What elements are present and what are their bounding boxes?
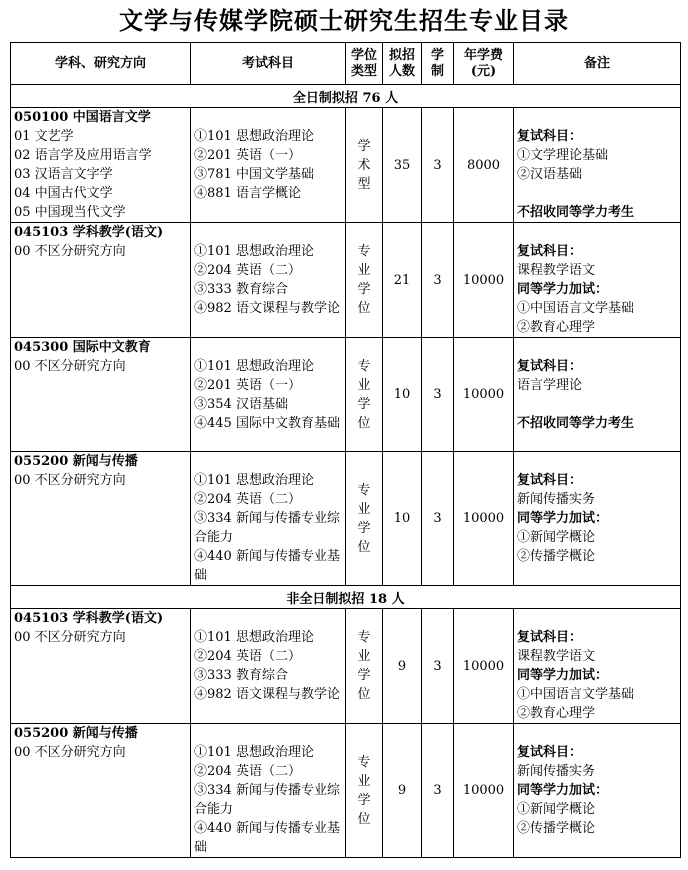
major-code: 045103 学科教学(语文) — [14, 225, 164, 240]
extra-exam-label: 同等学力加试： — [517, 783, 609, 798]
exam-cell — [191, 452, 346, 586]
section-row — [11, 586, 681, 609]
exam-subject: ③333 教育综合 — [194, 668, 288, 683]
retest-label: 复试科目： — [517, 359, 583, 374]
years-value: 3 — [422, 108, 454, 223]
table-row — [11, 724, 681, 858]
retest-subject: ②汉语基础 — [517, 167, 583, 182]
exam-subject: ①101 思想政治理论 — [194, 129, 314, 144]
degree-char: 专 — [357, 630, 371, 645]
table-row — [11, 452, 681, 586]
fee-value: 10000 — [454, 223, 514, 338]
degree-type — [346, 452, 383, 586]
major-code: 055200 新闻与传播 — [14, 726, 138, 741]
retest-label: 复试科目： — [517, 244, 583, 259]
exam-subject: ②204 英语（二） — [194, 492, 301, 507]
exam-cell — [191, 223, 346, 338]
extra-exam-subject: ①新闻学概论 — [517, 802, 596, 817]
catalog-table — [10, 42, 681, 858]
degree-char: 业 — [357, 377, 371, 393]
page-title: 文学与传媒学院硕士研究生招生专业目录 — [119, 6, 569, 35]
table-row — [11, 108, 681, 223]
major-cell — [11, 338, 191, 452]
extra-exam-label: 同等学力加试： — [517, 668, 609, 683]
exam-subject: ③333 教育综合 — [194, 282, 288, 297]
degree-type — [346, 223, 383, 338]
retest-subject: 课程教学语文 — [517, 649, 596, 664]
table-row — [11, 609, 681, 724]
degree-char: 位 — [357, 539, 371, 555]
fee-value: 8000 — [454, 108, 514, 223]
research-direction: 01 文艺学 — [14, 129, 74, 144]
exam-subject: ③334 新闻与传播专业综合能力 — [194, 783, 340, 817]
header-degree: 学位 类型 — [346, 43, 383, 85]
degree-char: 专 — [357, 754, 371, 770]
quota-value: 9 — [383, 724, 422, 858]
degree-char: 型 — [357, 176, 371, 192]
exam-subject: ②204 英语（二） — [194, 649, 301, 664]
exam-cell — [191, 724, 346, 858]
degree-char: 学 — [357, 520, 371, 536]
exam-subject: ④440 新闻与传播专业基础 — [194, 549, 340, 583]
exam-subject: ①101 思想政治理论 — [194, 630, 314, 645]
degree-char: 专 — [357, 482, 371, 498]
degree-char: 业 — [357, 501, 371, 517]
extra-exam-subject: ②传播学概论 — [517, 549, 596, 564]
quota-value: 9 — [383, 609, 422, 724]
header-fee: 年学费 (元) — [454, 43, 514, 85]
extra-exam-subject: ②传播学概论 — [517, 821, 596, 836]
retest-subject: 语言学理论 — [517, 378, 583, 393]
exam-subject: ④982 语文课程与教学论 — [194, 301, 340, 316]
research-direction: 02 语言学及应用语言学 — [14, 148, 152, 163]
exam-subject: ④982 语文课程与教学论 — [194, 687, 340, 702]
research-direction: 05 中国现当代文学 — [14, 205, 126, 220]
section-row — [11, 85, 681, 108]
years-value: 3 — [422, 338, 454, 452]
extra-exam-label: 同等学力加试： — [517, 282, 609, 297]
degree-char: 业 — [357, 649, 371, 664]
extra-exam-subject: ①中国语言文学基础 — [517, 301, 635, 316]
extra-exam-subject: ①新闻学概论 — [517, 530, 596, 545]
major-code: 055200 新闻与传播 — [14, 454, 138, 469]
exam-subject: ③334 新闻与传播专业综合能力 — [194, 511, 340, 545]
exam-subject: ②201 英语（一） — [194, 148, 301, 163]
exam-subject: ①101 思想政治理论 — [194, 244, 314, 259]
degree-char: 位 — [357, 301, 371, 316]
extra-exam-label: 同等学力加试： — [517, 511, 609, 526]
major-cell — [11, 452, 191, 586]
exam-subject: ③781 中国文学基础 — [194, 167, 314, 182]
years-value: 3 — [422, 609, 454, 724]
header-quota: 拟招 人数 — [383, 43, 422, 85]
spacer — [517, 395, 680, 414]
table-row — [11, 338, 681, 452]
section-label: 非全日制拟招 18 人 — [11, 586, 681, 609]
exam-subject: ②204 英语（二） — [194, 764, 301, 779]
footnote: 不招收同等学力考生 — [517, 205, 635, 220]
retest-subject: 新闻传播实务 — [517, 492, 596, 507]
exam-subject: ②201 英语（一） — [194, 378, 301, 393]
retest-label: 复试科目： — [517, 630, 583, 645]
major-code: 045300 国际中文教育 — [14, 340, 151, 355]
notes-cell — [514, 609, 681, 724]
footnote: 不招收同等学力考生 — [517, 416, 635, 431]
exam-subject: ④881 语言学概论 — [194, 186, 301, 201]
retest-subject: 课程教学语文 — [517, 263, 596, 278]
degree-char: 学 — [357, 792, 371, 808]
years-value: 3 — [422, 724, 454, 858]
major-cell — [11, 108, 191, 223]
exam-cell — [191, 609, 346, 724]
degree-char: 学 — [357, 282, 371, 297]
exam-cell — [191, 108, 346, 223]
extra-exam-subject: ②教育心理学 — [517, 320, 596, 335]
degree-char: 业 — [357, 773, 371, 789]
degree-char: 专 — [357, 244, 371, 259]
exam-subject: ③354 汉语基础 — [194, 397, 288, 412]
header-exam: 考试科目 — [191, 43, 346, 85]
header-major: 学科、研究方向 — [11, 43, 191, 85]
degree-char: 学 — [357, 668, 371, 683]
major-cell — [11, 724, 191, 858]
research-direction: 00 不区分研究方向 — [14, 473, 126, 488]
years-value: 3 — [422, 223, 454, 338]
exam-subject: ②204 英语（二） — [194, 263, 301, 278]
retest-subject: ①文学理论基础 — [517, 148, 609, 163]
degree-type — [346, 108, 383, 223]
degree-char: 业 — [357, 263, 371, 278]
extra-exam-subject: ①中国语言文学基础 — [517, 687, 635, 702]
quota-value: 35 — [383, 108, 422, 223]
degree-char: 位 — [357, 811, 371, 827]
fee-value: 10000 — [454, 338, 514, 452]
retest-label: 复试科目： — [517, 473, 583, 488]
exam-subject: ①101 思想政治理论 — [194, 745, 314, 760]
fee-value: 10000 — [454, 452, 514, 586]
major-cell — [11, 223, 191, 338]
quota-value: 10 — [383, 338, 422, 452]
notes-cell — [514, 108, 681, 223]
major-code: 045103 学科教学(语文) — [14, 611, 164, 626]
degree-type — [346, 609, 383, 724]
degree-type — [346, 338, 383, 452]
header-years: 学 制 — [422, 43, 454, 85]
quota-value: 21 — [383, 223, 422, 338]
exam-subject: ①101 思想政治理论 — [194, 359, 314, 374]
major-code: 050100 中国语言文学 — [14, 110, 151, 125]
degree-char: 位 — [357, 415, 371, 431]
retest-label: 复试科目： — [517, 129, 583, 144]
fee-value: 10000 — [454, 724, 514, 858]
research-direction: 04 中国古代文学 — [14, 186, 113, 201]
header-notes: 备注 — [514, 43, 681, 85]
quota-value: 10 — [383, 452, 422, 586]
extra-exam-subject: ②教育心理学 — [517, 706, 596, 721]
years-value: 3 — [422, 452, 454, 586]
research-direction: 00 不区分研究方向 — [14, 244, 126, 259]
degree-char: 专 — [357, 358, 371, 374]
section-label: 全日制拟招 76 人 — [11, 85, 681, 108]
spacer — [517, 184, 680, 203]
research-direction: 00 不区分研究方向 — [14, 630, 126, 645]
research-direction: 00 不区分研究方向 — [14, 359, 126, 374]
notes-cell — [514, 452, 681, 586]
exam-subject: ①101 思想政治理论 — [194, 473, 314, 488]
degree-char: 学 — [357, 396, 371, 412]
exam-subject: ④445 国际中文教育基础 — [194, 416, 340, 431]
header-row — [11, 43, 681, 85]
research-direction: 00 不区分研究方向 — [14, 745, 126, 760]
exam-cell — [191, 338, 346, 452]
table-row — [11, 223, 681, 338]
notes-cell — [514, 724, 681, 858]
fee-value: 10000 — [454, 609, 514, 724]
retest-label: 复试科目： — [517, 745, 583, 760]
degree-char: 术 — [357, 157, 371, 173]
notes-cell — [514, 223, 681, 338]
retest-subject: 新闻传播实务 — [517, 764, 596, 779]
major-cell — [11, 609, 191, 724]
research-direction: 03 汉语言文字学 — [14, 167, 113, 182]
degree-type — [346, 724, 383, 858]
degree-char: 学 — [357, 138, 371, 154]
degree-char: 位 — [357, 687, 371, 702]
notes-cell — [514, 338, 681, 452]
exam-subject: ④440 新闻与传播专业基础 — [194, 821, 340, 855]
